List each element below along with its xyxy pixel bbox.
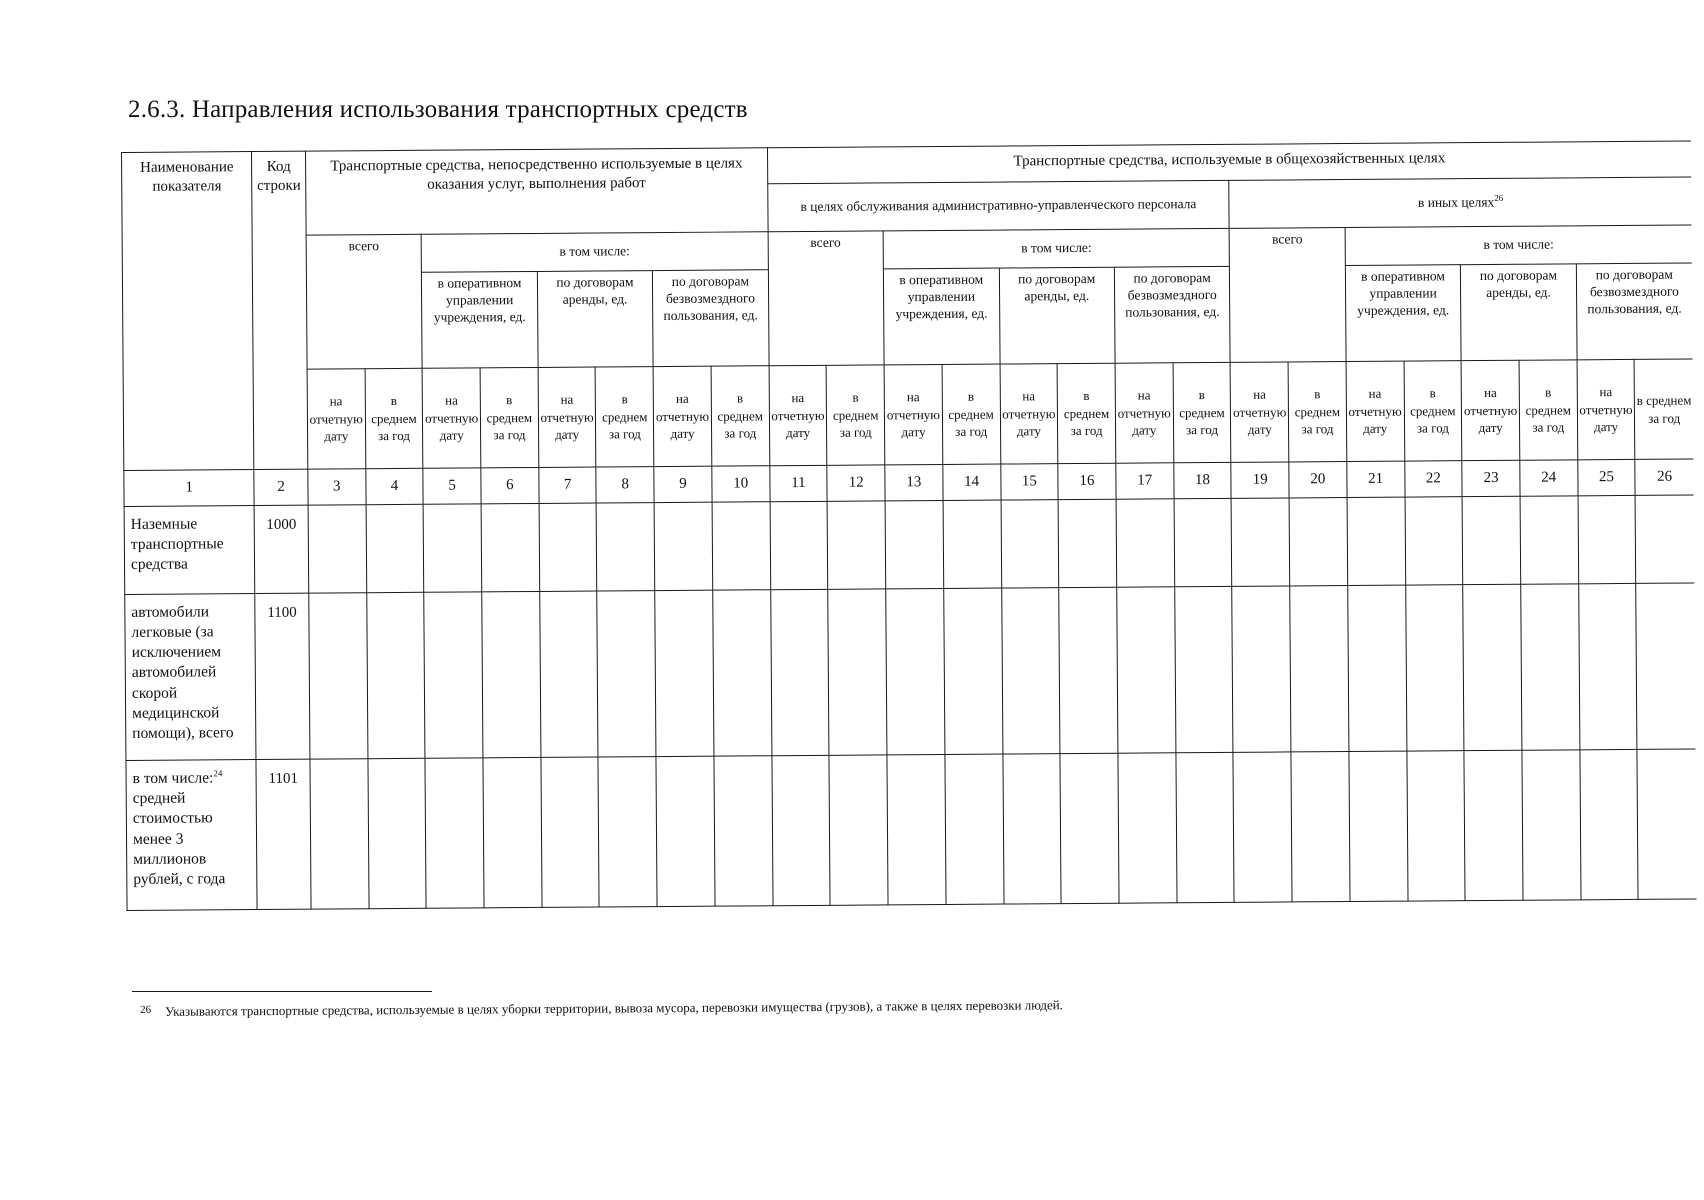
form-sheet [121,140,1697,910]
header-free-use-other: по договорам безвозмездного пользования, ед. [1576,263,1692,360]
header-direct-use: Транспортные средства, непосредственно используемые в целях оказания услуг, выполнения работ [305,148,767,235]
data-cell[interactable] [713,590,772,756]
data-cell[interactable] [481,503,539,591]
header-free-use-direct: по договорам безвозмездного пользования, ед. [653,270,769,367]
data-cell[interactable] [1349,751,1408,901]
column-number: 1 [124,470,255,507]
page-title: 2.6.3. Направления использования транспортных средств [128,96,748,123]
data-cell[interactable] [1117,587,1176,753]
row-code: 1100 [255,593,310,759]
column-number: 18 [1173,462,1231,498]
header-on-date: на отчетную дату [1461,360,1519,460]
data-cell[interactable] [1521,584,1580,750]
header-avg-year: в среднем за год [942,364,1000,464]
column-number: 22 [1404,461,1462,497]
data-cell[interactable] [308,505,366,593]
column-number: 9 [654,466,712,502]
data-cell[interactable] [366,592,425,758]
data-cell[interactable] [1231,498,1289,586]
data-cell[interactable] [1464,750,1523,900]
header-including-other: в том числе: [1345,225,1692,266]
data-cell[interactable] [1578,583,1637,749]
data-cell[interactable] [944,588,1003,754]
footnote-divider [132,991,432,992]
data-cell[interactable] [366,504,424,592]
data-cell[interactable] [541,757,600,907]
footnote-mark: 26 [140,1003,152,1016]
header-general-use: Транспортные средства, используемые в общехозяйственных целях [767,141,1691,184]
header-indicator-name: Наименование показателя [122,152,255,471]
header-total-other: всего [1229,228,1345,363]
column-number: 14 [943,464,1001,500]
data-cell[interactable] [1174,498,1232,586]
column-number: 3 [308,469,366,505]
data-cell[interactable] [886,588,945,754]
data-cell[interactable] [1058,499,1116,587]
header-other-purposes [1229,177,1691,228]
data-cell[interactable] [1291,752,1350,902]
data-cell[interactable] [1002,754,1061,904]
row-name [126,760,258,911]
header-including-admin: в том числе: [883,228,1230,269]
header-total-admin: всего [768,231,884,366]
header-row-code: Код строки [252,151,308,469]
header-including-direct: в том числе: [421,232,768,273]
data-cell[interactable] [1289,498,1347,586]
footnote [140,994,1540,1020]
data-cell[interactable] [887,754,946,904]
column-number: 5 [423,468,481,504]
header-on-date: на отчетную дату [307,369,365,469]
data-cell[interactable] [829,755,888,905]
header-lease-other: по договорам аренды, ед. [1461,264,1577,361]
row-name-footnote-ref: 24 [213,768,223,779]
column-number: 2 [254,469,308,505]
header-free-use-admin: по договорам безвозмездного пользования, ед. [1114,266,1230,363]
data-cell[interactable] [1176,752,1235,902]
data-cell[interactable] [1174,586,1233,752]
row-name-prefix: в том числе: [132,769,214,788]
data-cell[interactable] [1522,750,1581,900]
data-cell[interactable] [539,591,598,757]
data-cell[interactable] [1578,495,1636,583]
column-number: 12 [827,465,885,501]
data-cell[interactable] [598,757,657,907]
header-operative-admin: в оперативном управлении учреждения, ед. [883,268,999,365]
data-cell[interactable] [1462,496,1520,584]
data-cell[interactable] [1637,749,1696,899]
data-cell[interactable] [656,756,715,906]
row-name: Наземные транспортные средства [124,506,255,595]
data-cell[interactable] [482,591,541,757]
data-cell[interactable] [945,754,1004,904]
data-cell[interactable] [772,755,831,905]
header-admin-staff: в целях обслуживания административно-управленческого персонала [767,180,1229,231]
header-avg-year: в среднем за год [596,367,654,467]
header-avg-year: в среднем за год [826,365,884,465]
data-cell[interactable] [1233,752,1292,902]
column-number: 16 [1058,463,1116,499]
column-number: 6 [481,467,539,503]
data-cell[interactable] [1290,586,1349,752]
row-name: автомобили легковые (за исключением автомобилей скорой медицинской помощи), всего [125,594,257,761]
header-avg-year: в среднем за год [1173,362,1231,462]
column-number: 4 [365,468,423,504]
other-purposes-label: в иных целях [1417,194,1495,211]
data-cell[interactable] [828,589,887,755]
column-number: 23 [1462,460,1520,496]
data-cell[interactable] [1059,587,1118,753]
header-avg-year: в среднем за год [480,367,538,467]
header-total-direct: всего [306,234,422,369]
data-cell[interactable] [714,756,773,906]
column-number: 10 [712,466,770,502]
column-number: 19 [1231,462,1289,498]
data-cell[interactable] [1405,585,1464,751]
header-avg-year: в среднем за год [711,366,769,466]
other-purposes-footnote-ref: 26 [1494,193,1504,204]
data-cell[interactable] [1001,500,1059,588]
data-cell[interactable] [310,759,369,909]
header-on-date: на отчетную дату [769,365,827,465]
header-operative-direct: в оперативном управлении учреждения, ед. [422,271,538,368]
data-cell[interactable] [539,503,597,591]
column-number: 26 [1635,459,1693,495]
header-avg-year: в среднем за год [365,368,423,468]
header-avg-year: в среднем за год [1404,361,1462,461]
header-lease-admin: по договорам аренды, ед. [999,267,1115,364]
data-cell[interactable] [1001,588,1060,754]
data-cell[interactable] [943,500,1001,588]
data-cell[interactable] [597,591,656,757]
column-number: 17 [1116,463,1174,499]
header-lease-direct: по договорам аренды, ед. [537,271,653,368]
column-number: 20 [1289,462,1347,498]
data-cell[interactable] [1060,753,1119,903]
header-avg-year: в среднем за год [1288,362,1346,462]
header-on-date: на отчетную дату [538,367,596,467]
header-on-date: на отчетную дату [1577,359,1635,459]
data-cell[interactable] [1116,499,1174,587]
data-cell[interactable] [1405,497,1463,585]
header-on-date: на отчетную дату [884,364,942,464]
data-cell[interactable] [423,504,481,592]
data-cell[interactable] [827,501,885,589]
header-on-date: на отчетную дату [1230,362,1288,462]
column-number: 15 [1000,464,1058,500]
data-cell[interactable] [770,501,828,589]
header-on-date: на отчетную дату [422,368,480,468]
table-row [125,583,1696,761]
data-cell[interactable] [1635,495,1694,583]
header-on-date: на отчетную дату [1000,364,1058,464]
data-cell[interactable] [309,593,368,759]
row-name-text: средней стоимостью менее 3 миллионов рублей, с года [132,789,226,888]
data-cell[interactable] [712,502,770,590]
data-cell[interactable] [1463,584,1522,750]
column-number: 11 [769,465,827,501]
row-code: 1000 [255,505,309,593]
data-cell[interactable] [1347,497,1405,585]
data-cell[interactable] [597,503,655,591]
data-cell[interactable] [1118,753,1177,903]
data-cell[interactable] [368,758,427,908]
header-operative-other: в оперативном управлении учреждения, ед. [1345,265,1461,362]
row-code: 1101 [256,759,311,909]
table-row [126,749,1697,911]
data-cell[interactable] [1232,586,1291,752]
data-cell[interactable] [770,589,829,755]
column-number: 8 [596,467,654,503]
data-cell[interactable] [655,590,714,756]
data-cell[interactable] [483,757,542,907]
header-on-date: на отчетную дату [1115,363,1173,463]
header-on-date: на отчетную дату [653,366,711,466]
data-cell[interactable] [654,502,712,590]
data-cell[interactable] [1580,749,1639,899]
data-cell[interactable] [425,758,484,908]
data-cell[interactable] [885,500,943,588]
column-number: 7 [539,467,597,503]
header-on-date: на отчетную дату [1346,361,1404,461]
data-cell[interactable] [1520,496,1578,584]
header-avg-year: в среднем за год [1519,360,1577,460]
column-number: 13 [885,464,943,500]
column-number: 25 [1577,459,1635,495]
header-avg-year: в среднем за год [1057,363,1115,463]
footnote-text: Указываются транспортные средства, используемые в целях уборки территории, вывоза мусора, перевозки имущества (грузов), а также в целях перевозки людей. [164,997,1063,1019]
column-number: 24 [1520,460,1578,496]
data-cell[interactable] [1636,583,1695,749]
data-cell[interactable] [1348,585,1407,751]
header-avg-year: в среднем за год [1634,359,1693,459]
data-cell[interactable] [1406,751,1465,901]
transport-usage-table [121,140,1697,910]
data-cell[interactable] [424,592,483,758]
column-number: 21 [1347,461,1405,497]
table-row [124,495,1694,595]
